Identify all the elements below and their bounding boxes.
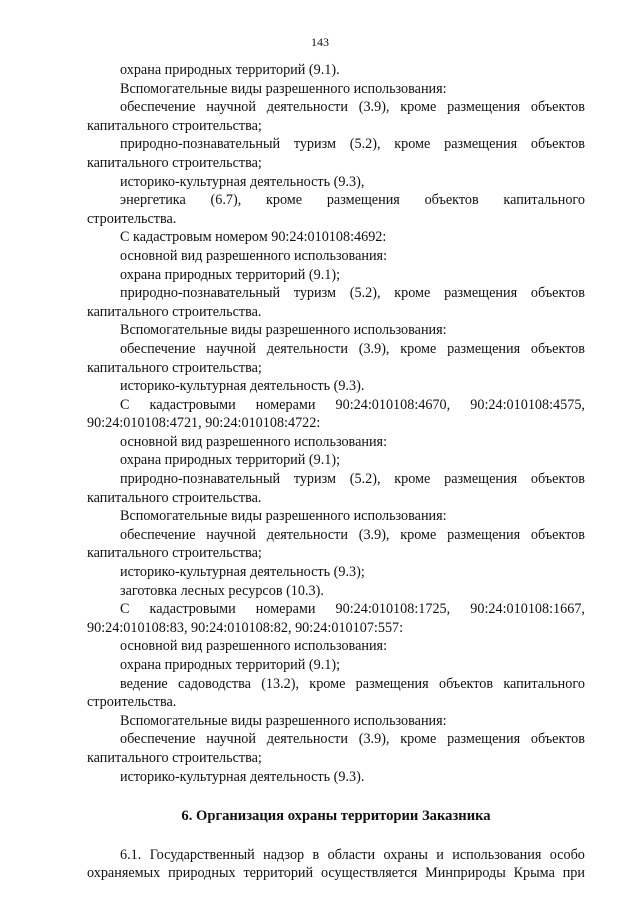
word: природных — [168, 865, 236, 882]
text-line — [87, 864, 585, 883]
word: охраны — [383, 846, 428, 863]
text-line: строительства. — [87, 694, 177, 711]
text-line — [87, 846, 585, 865]
page-number: 143 — [311, 35, 329, 49]
text-line: С кадастровым номером 90:24:010108:4692: — [120, 229, 387, 246]
word: деятельности — [266, 340, 348, 357]
text-line: историко-культурная деятельность (9.3), — [120, 173, 365, 190]
word: (3.9), — [358, 99, 390, 116]
word: (13.2), — [261, 675, 300, 692]
text-line: Вспомогательные виды разрешенного использования: — [120, 508, 447, 525]
word: области — [327, 846, 376, 863]
word: научной — [206, 99, 256, 116]
word: кадастровыми — [149, 396, 236, 413]
word: номерами — [255, 396, 316, 413]
text-line: Вспомогательные виды разрешенного использования: — [120, 80, 447, 97]
word: капитального — [503, 675, 585, 692]
word: номерами — [255, 601, 316, 618]
text-line — [87, 98, 585, 117]
text-line: Вспомогательные виды разрешенного использования: — [120, 712, 447, 729]
body-text — [87, 61, 585, 786]
text-line: капитального строительства; — [87, 359, 262, 376]
word: кроме — [400, 340, 437, 357]
word: размещения — [447, 99, 521, 116]
word: 90:24:010108:1725, — [335, 601, 451, 618]
word: деятельности — [266, 526, 348, 543]
text-line: основной вид разрешенного использования: — [120, 433, 388, 450]
text-line — [87, 600, 585, 619]
text-line: капитального строительства; — [87, 749, 262, 766]
text-line: охрана природных территорий (9.1); — [120, 266, 341, 283]
text-line — [87, 191, 585, 210]
word: ведение — [120, 675, 168, 692]
word: осуществляется — [320, 865, 418, 882]
word: Крыма — [513, 865, 555, 882]
word: размещения — [447, 526, 521, 543]
text-line: строительства. — [87, 210, 177, 227]
text-line: капитального строительства. — [87, 303, 262, 320]
word: кроме — [394, 285, 431, 302]
text-line — [87, 730, 585, 749]
word: кроме — [400, 731, 437, 748]
word: объектов — [530, 471, 585, 488]
word: территорий — [243, 865, 314, 882]
word: (3.9), — [358, 526, 390, 543]
text-line: капитального строительства; — [87, 117, 262, 134]
word: туризм — [293, 285, 337, 302]
word: в — [312, 846, 320, 863]
word: размещения — [447, 731, 521, 748]
text-line: основной вид разрешенного использования: — [120, 247, 388, 264]
text-line — [87, 675, 585, 694]
word: объектов — [438, 675, 494, 692]
text-line: капитального строительства. — [87, 489, 262, 506]
word: особо — [549, 846, 585, 863]
word: деятельности — [266, 99, 348, 116]
page-content — [87, 61, 585, 883]
word: Государственный — [149, 846, 255, 863]
text-line — [87, 526, 585, 545]
section-text — [87, 846, 585, 883]
word: кроме — [309, 675, 346, 692]
word: кроме — [265, 192, 303, 209]
text-line — [87, 135, 585, 154]
text-line — [87, 396, 585, 415]
word: обеспечение — [120, 526, 196, 543]
word: 90:24:010108:1667, — [470, 601, 585, 618]
word: размещения — [444, 285, 518, 302]
word: природно-познавательный — [120, 136, 281, 153]
word: энергетика — [120, 192, 186, 209]
text-line: 90:24:010108:4721, 90:24:010108:4722: — [87, 415, 321, 432]
word: (5.2), — [349, 471, 381, 488]
text-line: Вспомогательные виды разрешенного использования: — [120, 322, 447, 339]
word: размещения — [444, 471, 518, 488]
word: использования — [452, 846, 542, 863]
text-line — [87, 284, 585, 303]
word: (3.9), — [358, 340, 390, 357]
word: 90:24:010108:4670, — [335, 396, 451, 413]
word: кроме — [394, 136, 431, 153]
text-line: охрана природных территорий (9.1); — [120, 452, 341, 469]
word: и — [436, 846, 444, 863]
text-line: основной вид разрешенного использования: — [120, 638, 388, 655]
word: деятельности — [266, 731, 348, 748]
word: 90:24:010108:4575, — [470, 396, 585, 413]
word: (5.2), — [349, 285, 381, 302]
text-line — [87, 470, 585, 489]
text-line: историко-культурная деятельность (9.3). — [120, 768, 365, 785]
word: С — [120, 601, 130, 618]
word: (3.9), — [358, 731, 390, 748]
word: объектов — [530, 136, 585, 153]
text-line: историко-культурная деятельность (9.3); — [120, 564, 365, 581]
text-line: охрана природных территорий (9.1); — [120, 657, 341, 673]
word: размещения — [326, 192, 400, 209]
word: обеспечение — [120, 99, 196, 116]
word: объектов — [530, 526, 585, 543]
word: кадастровыми — [149, 601, 236, 618]
word: объектов — [530, 340, 585, 357]
word: кроме — [400, 99, 437, 116]
text-line — [87, 340, 585, 359]
word: размещения — [444, 136, 518, 153]
word: туризм — [293, 136, 337, 153]
word: кроме — [400, 526, 437, 543]
section-heading: 6. Организация охраны территории Заказника — [181, 808, 491, 825]
word: научной — [206, 731, 256, 748]
word: размещения — [355, 675, 429, 692]
word: объектов — [530, 99, 585, 116]
word: кроме — [394, 471, 431, 488]
word: (5.2), — [349, 136, 381, 153]
text-line: 90:24:010108:83, 90:24:010108:82, 90:24:010107:557: — [87, 619, 404, 636]
text-line: заготовка лесных ресурсов (10.3). — [120, 582, 324, 599]
text-line: историко-культурная деятельность (9.3). — [120, 378, 365, 395]
word: С — [120, 396, 130, 413]
text-line: охрана природных территорий (9.1). — [120, 62, 340, 78]
word: научной — [206, 340, 256, 357]
word: научной — [206, 526, 256, 543]
word: охраняемых — [87, 865, 161, 882]
word: обеспечение — [120, 340, 196, 357]
word: природно-познавательный — [120, 471, 281, 488]
word: туризм — [293, 471, 337, 488]
word: Минприроды — [425, 865, 506, 882]
text-line: капитального строительства; — [87, 545, 262, 562]
word: природно-познавательный — [120, 285, 281, 302]
text-line: капитального строительства; — [87, 154, 262, 171]
word: объектов — [424, 192, 479, 209]
word: объектов — [530, 731, 585, 748]
word: капитального — [503, 192, 585, 209]
word: садоводства — [178, 675, 251, 692]
word: надзор — [263, 846, 305, 863]
word: (6.7), — [210, 192, 242, 209]
word: 6.1. — [120, 846, 142, 863]
word: объектов — [530, 285, 585, 302]
word: обеспечение — [120, 731, 196, 748]
word: при — [562, 865, 585, 882]
word: размещения — [447, 340, 521, 357]
